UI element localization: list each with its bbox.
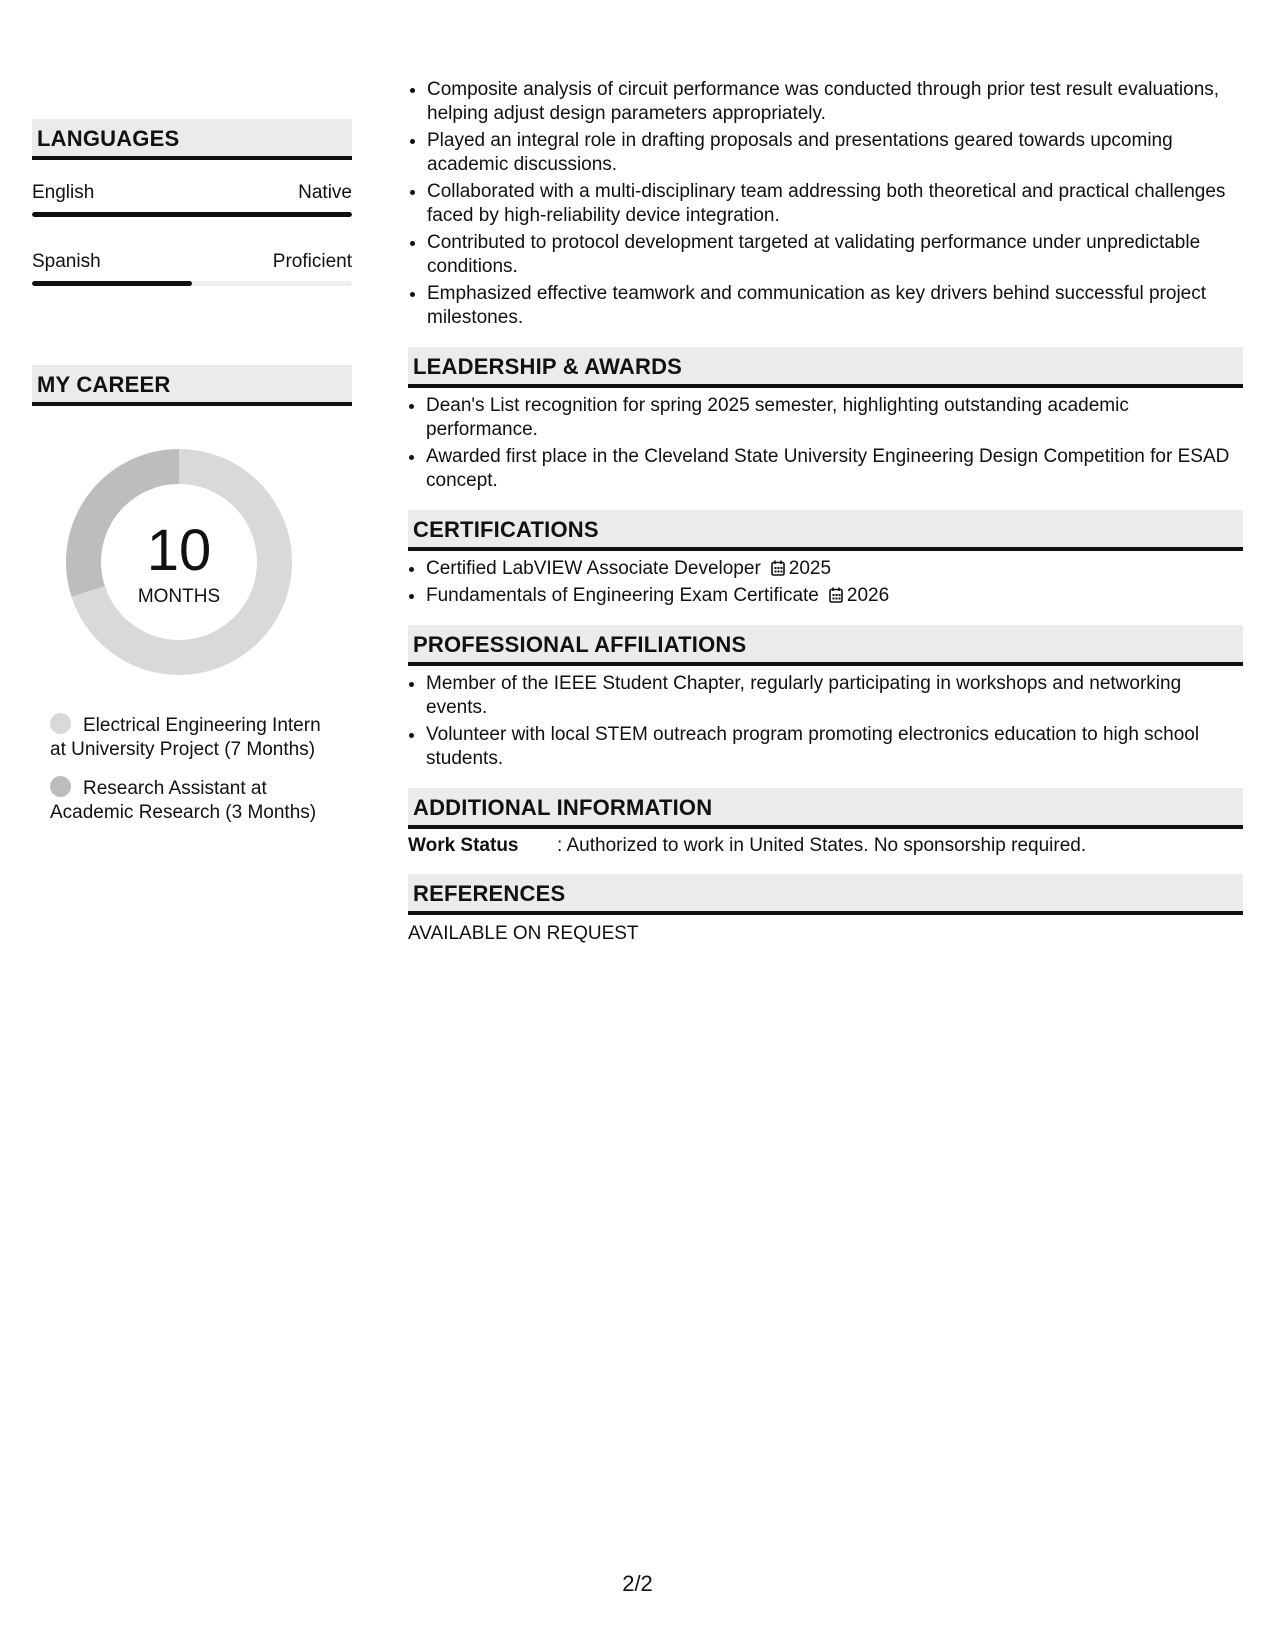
- career-legend-label: Electrical Engineering Intern at University Project (7 Months): [50, 715, 321, 760]
- certifications-section: [408, 510, 1243, 608]
- references-section: [408, 874, 1243, 945]
- work-status-value: : Authorized to work in United States. No sponsorship required.: [557, 835, 1087, 856]
- experience-bullet: • Emphasized effective teamwork and communication as key drivers behind successful project milestones.: [427, 282, 1243, 330]
- leadership-item: • Dean's List recognition for spring 2025 semester, highlighting outstanding academic performance.: [426, 394, 1243, 442]
- leadership-heading: LEADERSHIP & AWARDS: [408, 347, 1243, 388]
- career-legend-label: Research Assistant at Academic Research (3 Months): [50, 778, 317, 823]
- career-donut-chart: [66, 449, 292, 675]
- language-bar-fill: [32, 281, 192, 286]
- page-number: 2/2: [622, 1571, 653, 1596]
- certification-year: 2025: [788, 558, 832, 579]
- certification-name: Fundamentals of Engineering Exam Certificate: [426, 585, 819, 606]
- certification-name: Certified LabVIEW Associate Developer: [426, 558, 761, 579]
- career-total-unit: MONTHS: [137, 586, 221, 607]
- language-item-spanish: [32, 251, 352, 286]
- language-name: Spanish: [32, 251, 101, 272]
- affiliations-list: [408, 672, 1243, 771]
- work-status-row: [408, 835, 1243, 857]
- career-legend-item: [50, 776, 340, 825]
- calendar-icon: [771, 560, 785, 576]
- certifications-list: [408, 557, 1243, 608]
- right-column: [409, 78, 1243, 945]
- legend-dot-icon: [50, 776, 71, 797]
- certification-item: [426, 584, 1243, 608]
- language-item-english: [32, 182, 352, 217]
- languages-heading: LANGUAGES: [32, 119, 352, 160]
- career-legend-item: [50, 713, 340, 762]
- affiliation-item: • Volunteer with local STEM outreach program promoting electronics education to high school students.: [426, 723, 1243, 771]
- leadership-item: • Awarded first place in the Cleveland State University Engineering Design Competition for ESAD concept.: [426, 445, 1243, 493]
- affiliation-item: • Member of the IEEE Student Chapter, regularly participating in workshops and networking events.: [426, 672, 1243, 720]
- language-bar: [32, 281, 352, 286]
- affiliations-section: [408, 625, 1243, 771]
- experience-bullet-list: [409, 78, 1243, 330]
- language-level: Native: [298, 182, 352, 203]
- certification-year: 2026: [846, 585, 890, 606]
- certifications-heading: CERTIFICATIONS: [408, 510, 1243, 551]
- experience-bullet: • Contributed to protocol development targeted at validating performance under unpredictable conditions.: [427, 231, 1243, 279]
- additional-info-section: [408, 788, 1243, 857]
- experience-bullet: • Composite analysis of circuit performance was conducted through prior test result evaluations, helping adjust design parameters appropriately.: [427, 78, 1243, 126]
- donut-center: [66, 449, 292, 675]
- language-bar-fill: [32, 212, 352, 217]
- calendar-icon: [829, 587, 843, 603]
- leadership-list: [408, 394, 1243, 493]
- references-text: AVAILABLE ON REQUEST: [408, 923, 639, 944]
- career-legend: [50, 713, 340, 839]
- language-name: English: [32, 182, 95, 203]
- experience-bullet: • Collaborated with a multi-disciplinary team addressing both theoretical and practical challenges faced by high-reliability device integration.: [427, 180, 1243, 228]
- experience-bullet: • Played an integral role in drafting proposals and presentations geared towards upcoming academic discussions.: [427, 129, 1243, 177]
- work-status-label: Work Status: [408, 835, 519, 856]
- career-total-number: 10: [146, 518, 212, 583]
- certification-item: [426, 557, 1243, 581]
- career-heading: MY CAREER: [32, 365, 352, 406]
- language-level: Proficient: [272, 251, 352, 272]
- leadership-section: [408, 347, 1243, 493]
- language-bar: [32, 212, 352, 217]
- references-heading: REFERENCES: [408, 874, 1243, 915]
- legend-dot-icon: [50, 713, 71, 734]
- affiliations-heading: PROFESSIONAL AFFILIATIONS: [408, 625, 1243, 666]
- additional-info-heading: ADDITIONAL INFORMATION: [408, 788, 1243, 829]
